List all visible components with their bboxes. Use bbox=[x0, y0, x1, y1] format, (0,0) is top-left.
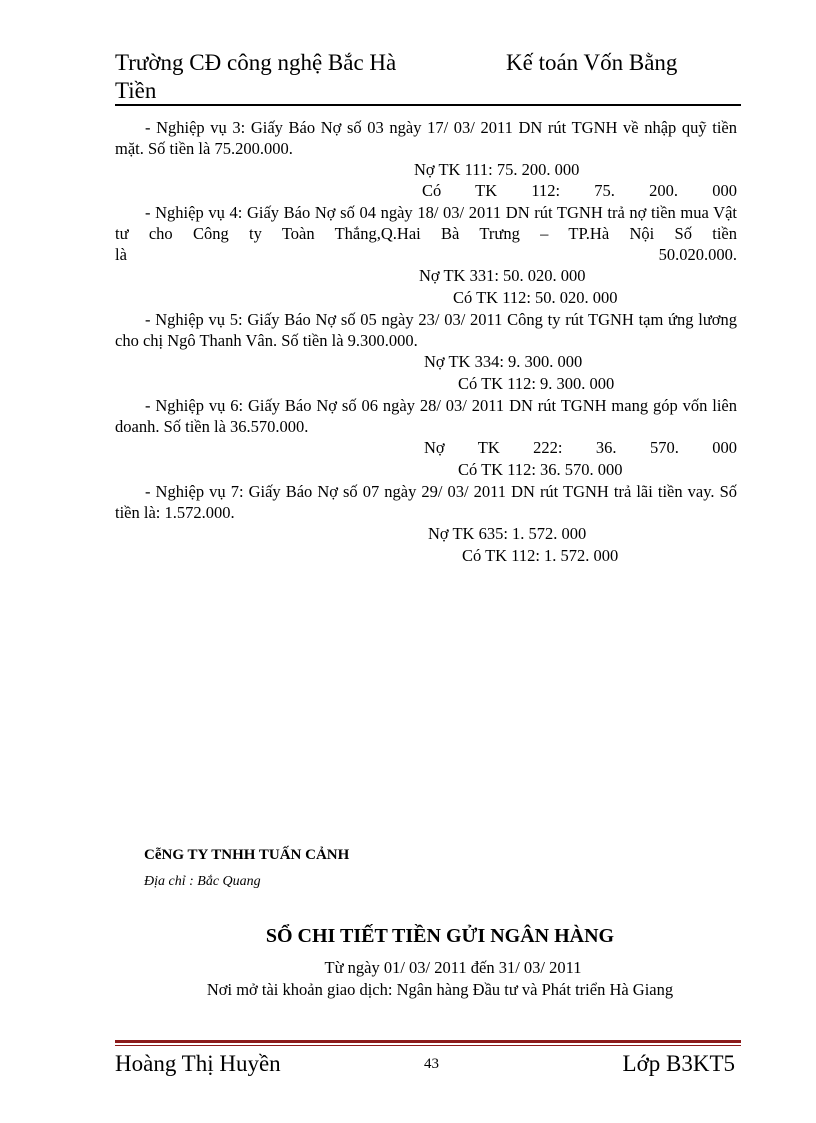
company-name: CễNG TY TNHH TUẤN CẢNH bbox=[144, 847, 350, 863]
footer-class: Lớp B3KT5 bbox=[622, 1051, 735, 1076]
entry-4-amount: 50.020.000. bbox=[658, 245, 737, 264]
entry-5-description: - Nghiệp vụ 5: Giấy Báo Nợ số 05 ngày 23/ 03/ 2011 Công ty rút TGNH tạm ứng lương cho chị Ngô Thanh Vân. Số tiền là 9.300.000. bbox=[115, 310, 737, 350]
company-address: Địa chỉ : Bắc Quang bbox=[144, 874, 261, 889]
entry-7-debit: Nợ TK 635: 1. 572. 000 bbox=[428, 524, 587, 543]
entry-4-credit: Có TK 112: 50. 020. 000 bbox=[453, 288, 618, 307]
footer-rule-thick bbox=[115, 1040, 741, 1043]
header-school: Trường CĐ công nghệ Bắc Hà bbox=[115, 50, 397, 75]
entry-4-description-tail: là bbox=[115, 245, 127, 264]
entry-4-description: - Nghiệp vụ 4: Giấy Báo Nợ số 04 ngày 18/ 03/ 2011 DN rút TGNH trả nợ tiền mua Vật tư cho Công ty Toàn Thắng,Q.Hai Bà Trưng – TP.Hà Nội Số tiền bbox=[115, 203, 737, 243]
footer-rule-thin bbox=[115, 1045, 741, 1046]
ledger-bank: Nơi mở tài khoản giao dịch: Ngân hàng Đầu tư và Phát triển Hà Giang bbox=[206, 980, 674, 999]
entry-5-debit: Nợ TK 334: 9. 300. 000 bbox=[424, 352, 583, 371]
footer-author: Hoàng Thị Huyền bbox=[115, 1051, 281, 1076]
page-number: 43 bbox=[424, 1056, 439, 1072]
entry-6-description: - Nghiệp vụ 6: Giấy Báo Nợ số 06 ngày 28/ 03/ 2011 DN rút TGNH mang góp vốn liên doanh. Số tiền là 36.570.000. bbox=[115, 396, 737, 436]
header-rule bbox=[115, 104, 741, 106]
entry-7-credit: Có TK 112: 1. 572. 000 bbox=[462, 546, 619, 565]
entry-3-description: - Nghiệp vụ 3: Giấy Báo Nợ số 03 ngày 17/ 03/ 2011 DN rút TGNH về nhập quỹ tiền mặt. Số tiền là 75.200.000. bbox=[115, 118, 737, 158]
header-school-continued: Tiền bbox=[115, 78, 157, 103]
header-subject: Kế toán Vốn Bằng bbox=[506, 50, 678, 75]
ledger-period: Từ ngày 01/ 03/ 2011 đến 31/ 03/ 2011 bbox=[324, 958, 582, 977]
ledger-title: SỔ CHI TIẾT TIỀN GỬI NGÂN HÀNG bbox=[265, 925, 615, 947]
entry-3-debit: Nợ TK 111: 75. 200. 000 bbox=[414, 160, 580, 179]
entry-6-credit: Có TK 112: 36. 570. 000 bbox=[458, 460, 623, 479]
entry-6-debit: Nợ TK 222: 36. 570. 000 bbox=[424, 438, 737, 457]
entry-7-description: - Nghiệp vụ 7: Giấy Báo Nợ số 07 ngày 29/ 03/ 2011 DN rút TGNH trả lãi tiền vay. Số tiền là: 1.572.000. bbox=[115, 482, 737, 522]
entry-3-credit: Có TK 112: 75. 200. 000 bbox=[422, 181, 737, 200]
entry-5-credit: Có TK 112: 9. 300. 000 bbox=[458, 374, 615, 393]
entry-4-debit: Nợ TK 331: 50. 020. 000 bbox=[419, 266, 586, 285]
